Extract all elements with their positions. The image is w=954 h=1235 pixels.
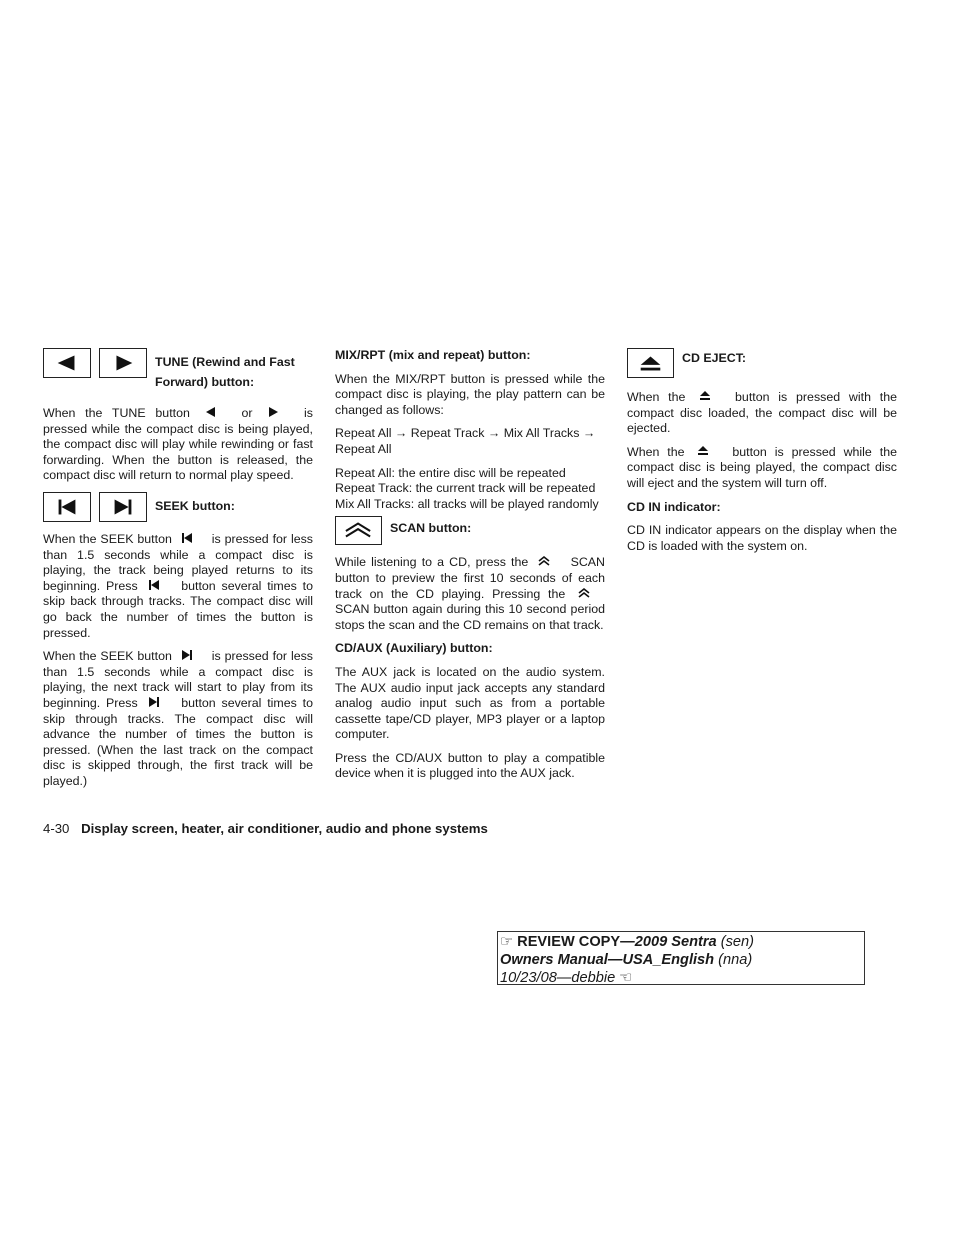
page-footer (43, 821, 488, 837)
tune-text-a: When the TUNE button (43, 406, 190, 420)
rewind-icon (44, 349, 90, 377)
mix-paragraph-2: Repeat All → Repeat Track → Mix All Tracks → Repeat All (335, 426, 596, 456)
review-line-3 (500, 969, 862, 987)
cdin-paragraph: CD IN indicator appears on the display when the CD is loaded with the system on. (627, 523, 897, 553)
review-model-code: (sen) (720, 934, 754, 950)
tune-heading-line2: Forward) button: (155, 375, 255, 389)
eject-text-2a: When the (627, 444, 685, 459)
aux-heading: CD/AUX (Auxiliary) button: (335, 641, 493, 656)
eject-text-1a: When the (627, 390, 686, 404)
eject-text-2b: button is pressed while the compact disc is being played, the compact disc will eject and the system will turn off. (627, 444, 897, 490)
scan-icon (577, 587, 591, 599)
mix-paragraph-3 (335, 466, 605, 513)
scan-button-illustration (335, 516, 382, 545)
page-number: 4-30 (43, 821, 70, 836)
scan-icon (336, 517, 381, 544)
seek-text-2b: is pressed for less than 1.5 seconds while a compact disc is playing, the next track will start to play from its beginning. Press (43, 649, 313, 710)
tune-heading (155, 348, 295, 392)
review-line-2 (500, 951, 862, 969)
seek-forward-button-illustration (99, 492, 147, 522)
seek-back-icon (44, 493, 90, 521)
tune-heading-line1: TUNE (Rewind and Fast (155, 355, 295, 369)
aux-paragraph-1: The AUX jack is located on the audio system. The AUX audio input jack accepts any standard analog audio input such as from a portable cassette tape/CD player, MP3 player or a laptop computer. (335, 664, 605, 742)
seek-text-2c: button several times to skip through tracks. The compact disc will advance the number of times the button is pressed. (When the last track on the compact disc is skipped through, the first track will be played.) (43, 695, 313, 788)
mix-paragraph-1: When the MIX/RPT button is pressed while the compact disc is playing, the play pattern can be changed as follows: (335, 371, 605, 417)
aux-paragraph-2: Press the CD/AUX button to play a compatible device when it is plugged into the AUX jack. (335, 750, 605, 781)
tune-heading-row (43, 348, 313, 392)
scan-text-a: While listening to a CD, press the (335, 555, 529, 570)
scan-heading: SCAN button: (390, 521, 472, 536)
scan-icon (537, 555, 551, 567)
review-label: REVIEW COPY— (517, 934, 635, 950)
review-line-1 (500, 933, 862, 951)
mix-heading: MIX/RPT (mix and repeat) button: (335, 348, 531, 362)
column-right (627, 348, 897, 562)
eject-heading: CD EJECT: (682, 351, 747, 365)
seek-forward-icon (147, 696, 161, 708)
rewind-button-illustration (43, 348, 91, 378)
scan-paragraph (335, 555, 605, 633)
eject-heading-row (627, 348, 897, 378)
tune-text-b: or (241, 406, 253, 420)
eject-icon (696, 445, 710, 457)
rewind-icon (204, 406, 218, 418)
eject-paragraph-1 (627, 390, 897, 437)
mix-line-3: Mix All Tracks: all tracks will be played randomly (335, 496, 599, 511)
scan-text-b: SCAN button to preview the first 10 seconds of each track on the CD playing. Pressing the (335, 555, 606, 601)
forward-icon (266, 406, 280, 418)
eject-icon (698, 390, 712, 402)
pointing-hand-icon: ☜ (619, 970, 633, 986)
eject-paragraph-2 (627, 445, 897, 492)
seek-heading: SEEK button: (155, 498, 235, 513)
eject-button-illustration (627, 348, 674, 378)
tune-paragraph (43, 406, 313, 484)
seek-text-2a: When the SEEK button (43, 649, 172, 664)
seek-paragraph-2 (43, 649, 313, 789)
review-copy-stamp (497, 931, 865, 985)
seek-text-1a: When the SEEK button (43, 531, 172, 546)
seek-back-button-illustration (43, 492, 91, 522)
seek-back-icon (147, 579, 161, 591)
forward-icon (100, 349, 146, 377)
mix-line-1: Repeat All: the entire disc will be repeated (335, 465, 566, 480)
review-manual: Owners Manual—USA_English (500, 952, 715, 968)
review-date-author: 10/23/08—debbie (500, 970, 616, 986)
seek-forward-icon (100, 493, 146, 521)
mix-line-2: Repeat Track: the current track will be repeated (335, 481, 596, 496)
review-model: 2009 Sentra (634, 934, 717, 950)
seek-back-icon (180, 532, 194, 544)
eject-icon (628, 349, 673, 377)
seek-forward-icon (180, 649, 194, 661)
review-manual-code: (nna) (718, 952, 753, 968)
scan-heading-row (335, 516, 605, 545)
eject-text-1b: button is pressed with the compact disc loaded, the compact disc will be ejected. (627, 390, 897, 436)
seek-text-1b: is pressed for less than 1.5 seconds while a compact disc is playing, the track being played returns to its beginning. Press (43, 531, 313, 593)
scan-text-c: SCAN button again during this 10 second period stops the scan and the CD remains on that track. (335, 602, 605, 632)
seek-text-1c: button several times to skip back through tracks. The compact disc will go back the number of times the button is pressed. (43, 578, 313, 640)
column-middle (335, 348, 605, 790)
tune-text-c: is pressed while the compact disc is being played, the compact disc will play while rewinding or fast forwarding. When the button is released, the compact disc will return to normal play speed. (43, 406, 313, 483)
seek-heading-row (43, 492, 313, 522)
forward-button-illustration (99, 348, 147, 378)
section-title: Display screen, heater, air conditioner, audio and phone systems (81, 821, 488, 836)
pointing-hand-icon: ☞ (500, 934, 514, 950)
seek-paragraph-1 (43, 532, 313, 641)
column-left (43, 348, 313, 797)
cdin-heading: CD IN indicator: (627, 499, 721, 514)
